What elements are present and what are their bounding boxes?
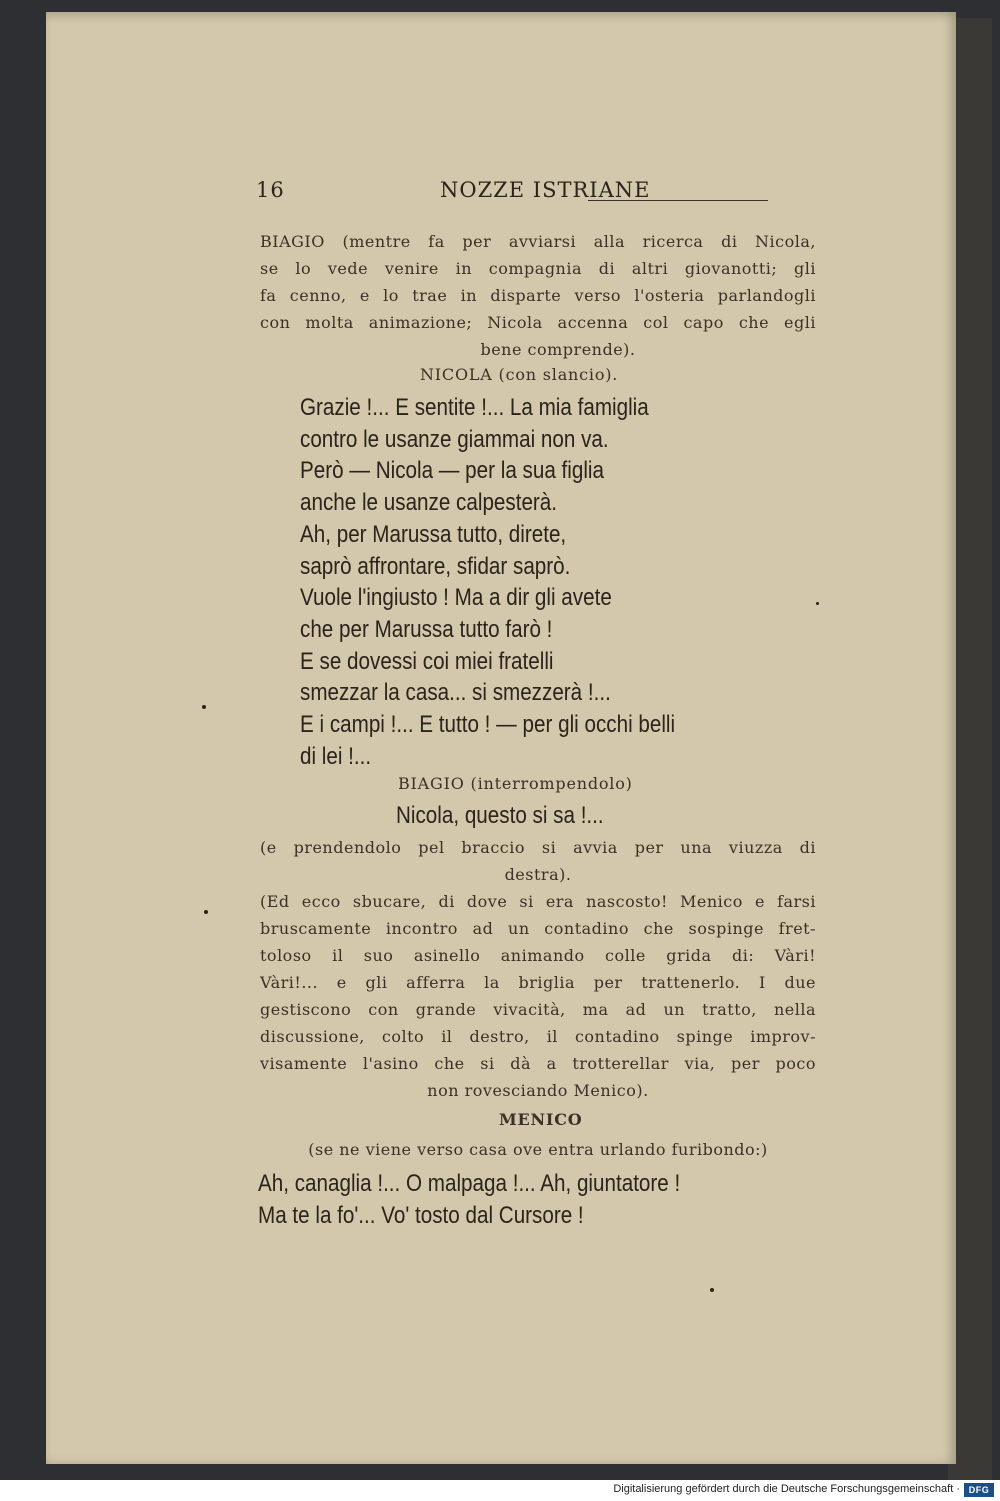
book-page (46, 12, 956, 1464)
ink-speck (204, 910, 208, 914)
text-line: (se ne viene verso casa ove entra urlando furibondo:) (308, 1140, 768, 1159)
verse-line: Ah, canaglia !... O malpaga !... Ah, giuntatore ! (258, 1170, 681, 1197)
verse-line: saprò affrontare, sfidar saprò. (300, 552, 571, 580)
text-line: BIAGIO (mentre fa per avviarsi alla ricerca di Nicola, (260, 232, 816, 251)
verse-line: E i campi !... E tutto ! — per gli occhi belli (300, 711, 676, 739)
page-number: 16 (256, 178, 285, 202)
text-line: bene comprende). (480, 340, 636, 359)
dfg-logo-icon: DFG (964, 1483, 994, 1497)
stage-direction-biagio (260, 228, 816, 363)
page-header (256, 178, 816, 208)
verse-line: Vuole l'ingiusto ! Ma a dir gli avete (300, 584, 612, 612)
text-line: destra). (504, 865, 572, 884)
verse-biagio (396, 800, 874, 832)
text-line: visamente l'asino che si dà a trotterellar via, per poco (260, 1054, 816, 1073)
speaker-nicola: NICOLA (con slancio). (420, 365, 619, 384)
text-line: bruscamente incontro ad un contadino che sospinge fret- (260, 919, 816, 938)
digitization-credit: Digitalisierung gefördert durch die Deutsche Forschungsgemeinschaft · (613, 1483, 960, 1495)
verse-menico (258, 1168, 736, 1231)
stage-direction-menico (260, 888, 816, 1104)
verse-line: che per Marussa tutto farò ! (300, 615, 553, 643)
verse-line: Grazie !... E sentite !... La mia famiglia (300, 394, 649, 421)
text-line: (e prendendolo pel braccio si avvia per una viuzza di (260, 838, 816, 857)
verse-line: E se dovessi coi miei fratelli (300, 647, 554, 675)
verse-line: Ah, per Marussa tutto, direte, (300, 520, 567, 548)
text-line: toloso il suo asinello animando colle grida di: Vàri! (260, 946, 816, 965)
verse-line: contro le usanze giammai non va. (300, 425, 609, 453)
text-line: gestiscono con grande vivacità, ma ad un tratto, nella (260, 1000, 816, 1019)
speaker-menico: MENICO (499, 1110, 583, 1129)
verse-nicola (300, 392, 778, 772)
ink-speck (202, 705, 206, 709)
header-rule (588, 200, 768, 201)
text-line: discussione, colto il destro, il contadino spinge improv- (260, 1027, 816, 1046)
text-line: Vàri!... e gli afferra la briglia per trattenerlo. I due (260, 973, 816, 992)
text-line: con molta animazione; Nicola accenna col capo che egli (260, 313, 816, 332)
verse-line: Ma te la fo'... Vo' tosto dal Cursore ! (258, 1201, 584, 1229)
digitization-footer (0, 1480, 1000, 1501)
stage-direction-exit (260, 834, 816, 888)
text-line: fa cenno, e lo trae in disparte verso l'osteria parlandogli (260, 286, 816, 305)
verse-line: Però — Nicola — per la sua figlia (300, 457, 604, 485)
stage-direction-menico-enters (260, 1136, 816, 1163)
verse-line: di lei !... (300, 742, 372, 770)
text-line: non rovesciando Menico). (427, 1081, 649, 1100)
text-line: (Ed ecco sbucare, di dove si era nascosto! Menico e farsi (260, 892, 816, 911)
ink-speck (816, 602, 819, 605)
running-title: NOZZE ISTRIANE (440, 178, 651, 202)
ink-speck (710, 1288, 714, 1292)
verse-line: smezzar la casa... si smezzerà !... (300, 679, 611, 707)
text-line: se lo vede venire in compagnia di altri giovanotti; gli (260, 259, 816, 278)
verse-line: Nicola, questo si sa !... (396, 802, 604, 829)
speaker-biagio: BIAGIO (interrompendolo) (398, 774, 633, 793)
verse-line: anche le usanze calpesterà. (300, 489, 558, 517)
